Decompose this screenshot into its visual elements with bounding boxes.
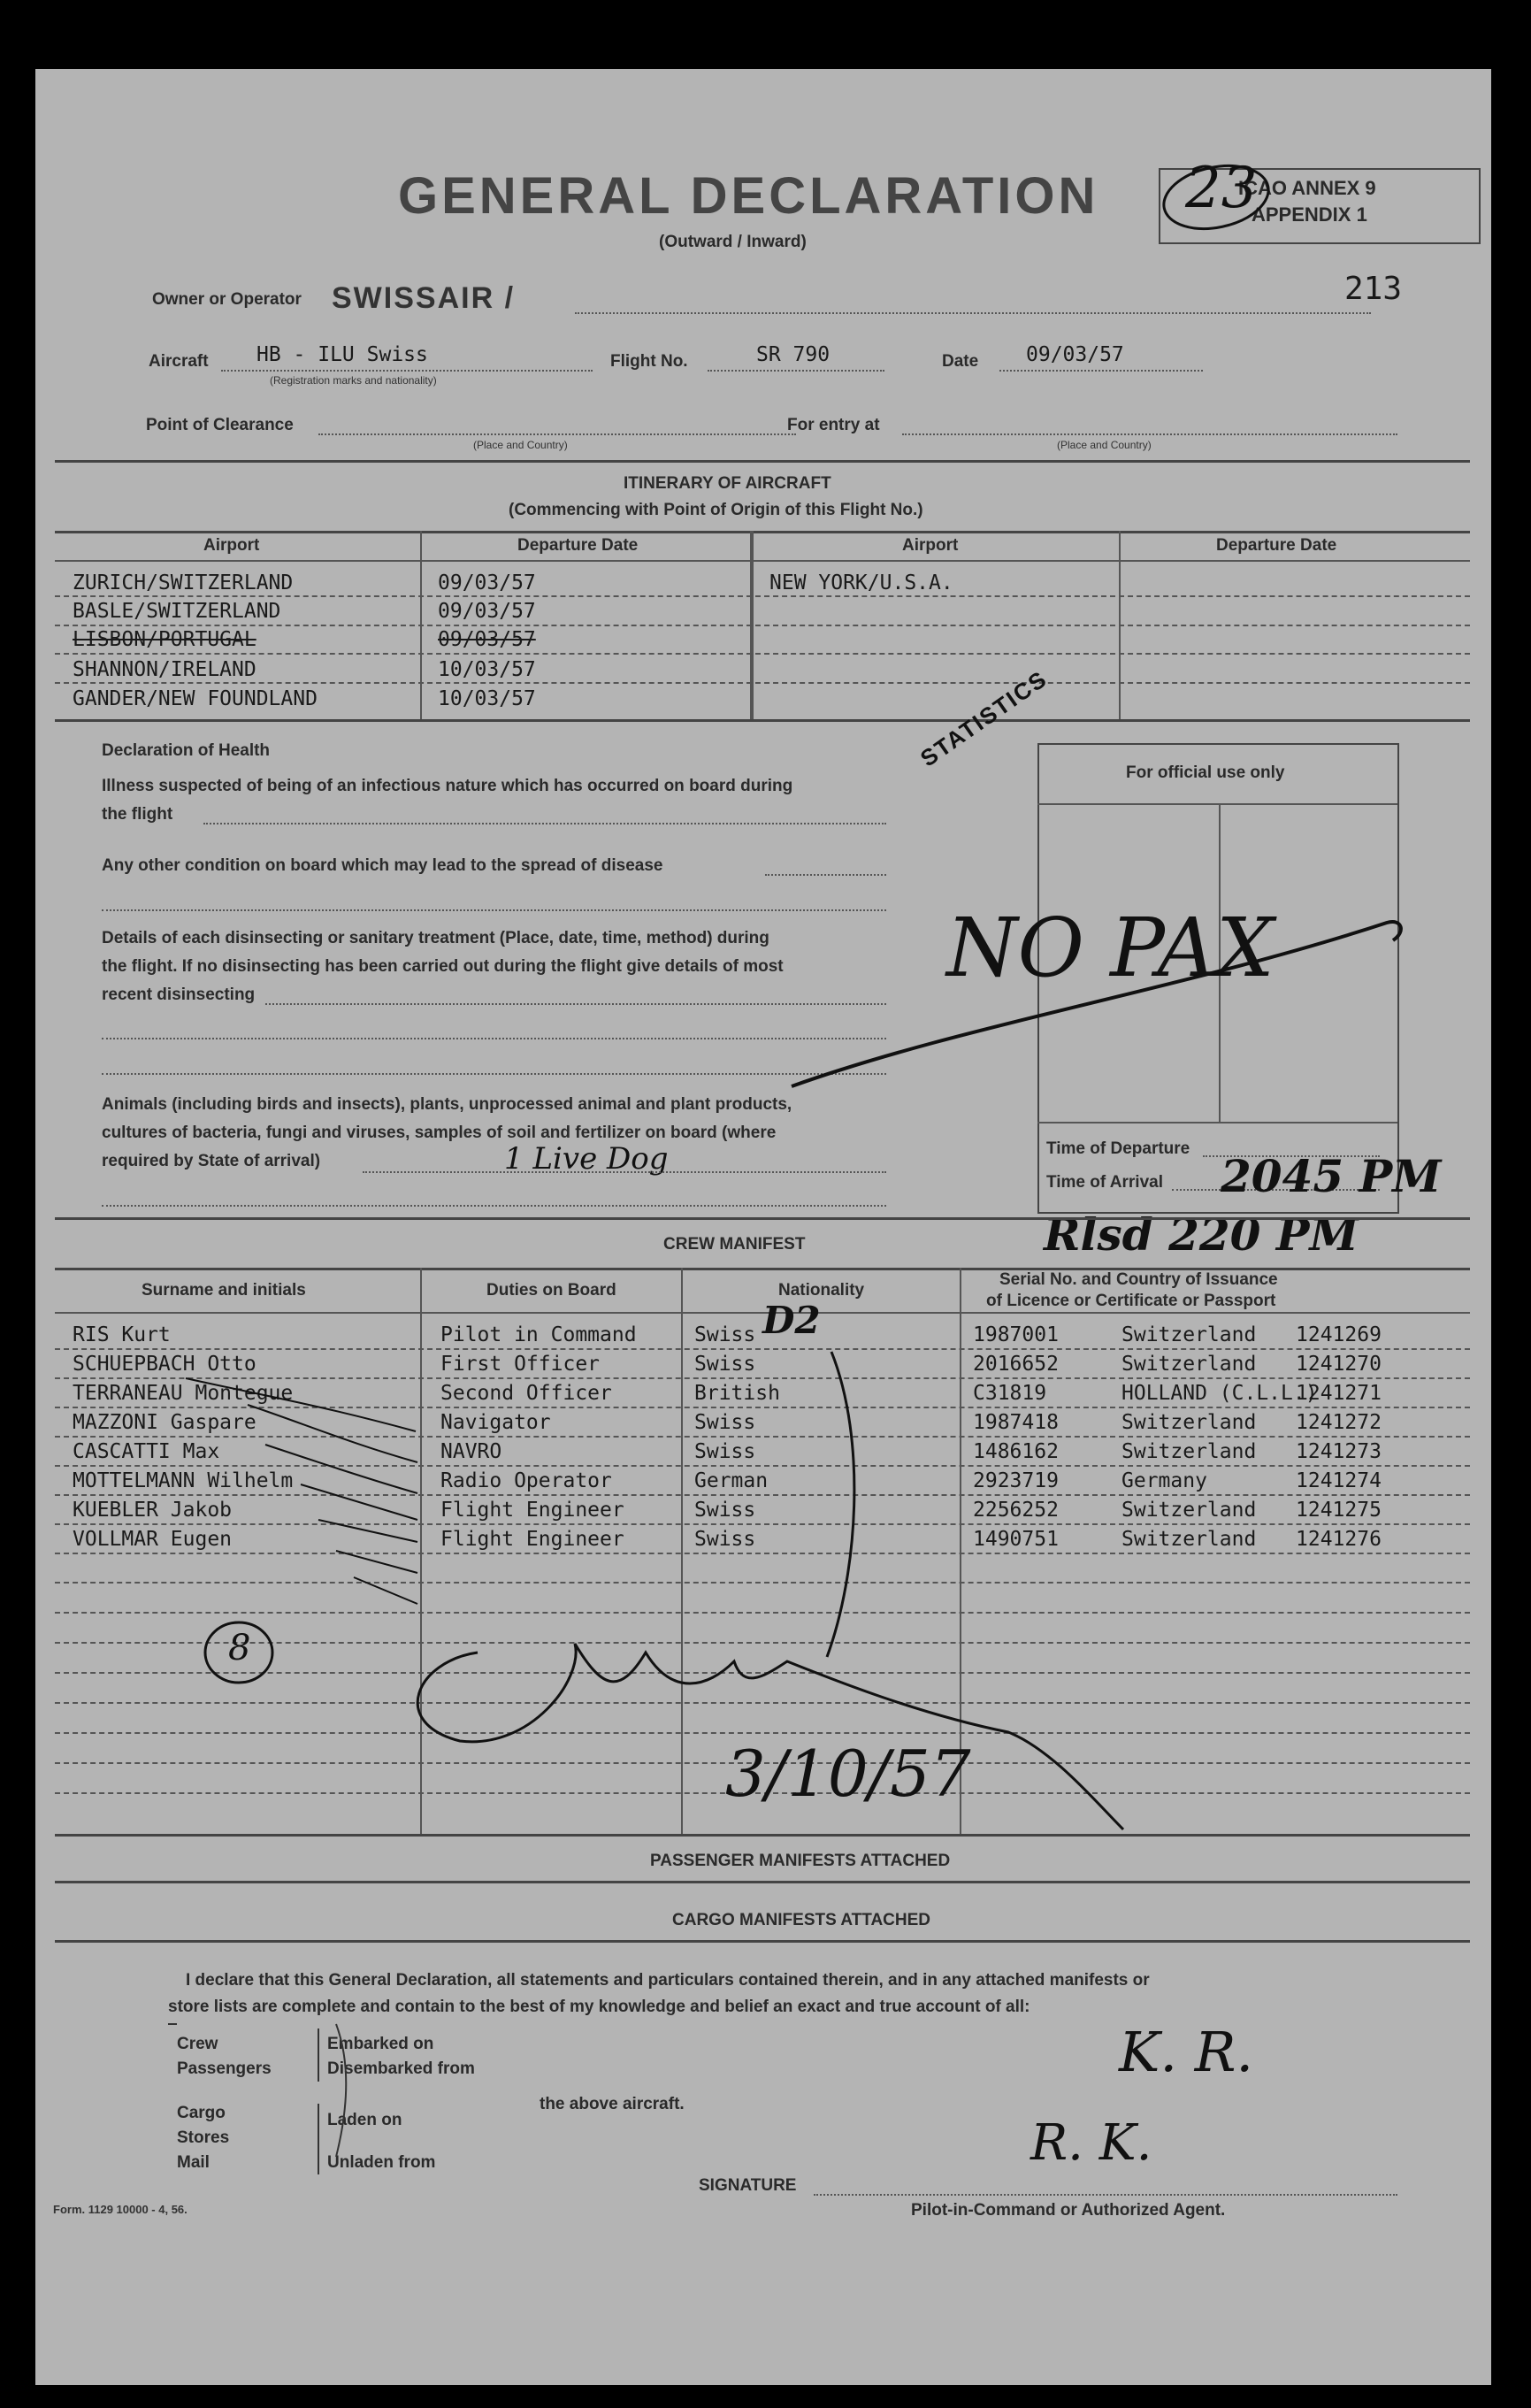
declaration-line: I declare that this General Declaration, all statements and particulars contained therein, and in any attached manifests or bbox=[186, 1971, 1150, 1990]
crew-cell-country: Switzerland bbox=[1121, 1499, 1257, 1522]
crew-cell-no: 1241276 bbox=[1296, 1528, 1382, 1551]
crew-cell-name: TERRANEAU Montegue bbox=[73, 1382, 294, 1405]
itinerary-subtitle: (Commencing with Point of Origin of this Flight No.) bbox=[509, 501, 923, 519]
crew-cell-serial: 1987001 bbox=[973, 1323, 1059, 1346]
declaration-line: store lists are complete and contain to the best of my knowledge and belief an exact and true account of all: bbox=[168, 1998, 1030, 2016]
flight-value: SR 790 bbox=[756, 343, 831, 366]
health-animals-line: cultures of bacteria, fungi and viruses, samples of soil and fertilizer on board (where bbox=[102, 1123, 777, 1142]
annex-label: ICAO ANNEX 9 bbox=[1238, 177, 1376, 199]
crew-cell-country: HOLLAND (C.L.L.) bbox=[1121, 1382, 1318, 1405]
crew-cell-nat: Swiss bbox=[694, 1499, 756, 1522]
crew-cell-name: MAZZONI Gaspare bbox=[73, 1411, 256, 1434]
signature-label: SIGNATURE bbox=[699, 2176, 797, 2195]
crew-cell-serial: C31819 bbox=[973, 1382, 1047, 1405]
crew-cell-country: Switzerland bbox=[1121, 1353, 1257, 1376]
no-pax-annotation: NO PAX bbox=[946, 901, 1275, 995]
crew-cell-serial: 2256252 bbox=[973, 1499, 1059, 1522]
crew-header: of Licence or Certificate or Passport bbox=[986, 1292, 1276, 1310]
arrival-time-label: Time of Arrival bbox=[1046, 1173, 1163, 1192]
crew-header: Nationality bbox=[778, 1281, 865, 1300]
crew-cell-nat: Swiss bbox=[694, 1411, 756, 1434]
crew-title: CREW MANIFEST bbox=[663, 1235, 806, 1254]
initials-bottom: R. K. bbox=[1030, 2114, 1152, 2172]
crew-cell-serial: 1987418 bbox=[973, 1411, 1059, 1434]
crew-cell-no: 1241272 bbox=[1296, 1411, 1382, 1434]
handwriting-strokes bbox=[35, 69, 1491, 2385]
crew-header: Surname and initials bbox=[142, 1281, 306, 1300]
cargo-manifest-label: CARGO MANIFESTS ATTACHED bbox=[672, 1911, 931, 1929]
group-item: Crew bbox=[177, 2035, 218, 2053]
serial-number: 213 bbox=[1344, 271, 1403, 307]
crew-cell-duty: Navigator bbox=[440, 1411, 551, 1434]
crew-cell-country: Switzerland bbox=[1121, 1411, 1257, 1434]
itinerary-date: 09/03/57 bbox=[438, 600, 536, 623]
document-subtitle: (Outward / Inward) bbox=[659, 233, 807, 251]
crew-cell-serial: 2016652 bbox=[973, 1353, 1059, 1376]
action-item: Laden on bbox=[327, 2111, 402, 2129]
aircraft-label: Aircraft bbox=[149, 352, 209, 371]
clearance-label: Point of Clearance bbox=[146, 416, 294, 434]
health-illness-line: the flight bbox=[102, 805, 173, 824]
arrival-time-value: 2045 PM bbox=[1221, 1150, 1442, 1202]
crew-cell-nat: Swiss bbox=[694, 1353, 756, 1376]
health-disinsecting-line: Details of each disinsecting or sanitary treatment (Place, date, time, method) during bbox=[102, 929, 769, 947]
crew-cell-name: SCHUEPBACH Otto bbox=[73, 1353, 256, 1376]
group-item: Stores bbox=[177, 2128, 230, 2147]
crew-cell-no: 1241271 bbox=[1296, 1382, 1382, 1405]
crew-cell-no: 1241275 bbox=[1296, 1499, 1382, 1522]
action-item: Unladen from bbox=[327, 2153, 436, 2172]
crew-cell-nat: Swiss bbox=[694, 1528, 756, 1551]
health-illness-line: Illness suspected of being of an infectious nature which has occurred on board during bbox=[102, 777, 793, 795]
document-sheet bbox=[35, 69, 1491, 2385]
itinerary-date: 10/03/57 bbox=[438, 658, 536, 681]
date-value: 09/03/57 bbox=[1026, 343, 1124, 366]
itinerary-header: Departure Date bbox=[517, 536, 639, 555]
itinerary-header: Airport bbox=[902, 536, 959, 555]
crew-cell-country: Switzerland bbox=[1121, 1528, 1257, 1551]
crew-cell-no: 1241269 bbox=[1296, 1323, 1382, 1346]
crew-cell-duty: NAVRO bbox=[440, 1440, 502, 1463]
itinerary-right-airport: NEW YORK/U.S.A. bbox=[769, 571, 953, 594]
passenger-manifest-label: PASSENGER MANIFESTS ATTACHED bbox=[650, 1852, 951, 1870]
itinerary-date: 09/03/57 bbox=[438, 628, 536, 651]
clearance-note: (Place and Country) bbox=[473, 439, 568, 451]
group-item: Cargo bbox=[177, 2104, 226, 2122]
declaration-brace bbox=[168, 2024, 346, 2157]
entry-note: (Place and Country) bbox=[1057, 439, 1152, 451]
crew-cell-nat: Swiss bbox=[694, 1440, 756, 1463]
crew-mark: D2 bbox=[762, 1299, 821, 1342]
itinerary-airport: LISBON/PORTUGAL bbox=[73, 628, 256, 651]
itinerary-airport: SHANNON/IRELAND bbox=[73, 658, 256, 681]
above-aircraft: the above aircraft. bbox=[540, 2095, 685, 2113]
appendix-label: APPENDIX 1 bbox=[1252, 203, 1367, 226]
health-disinsecting-line: recent disinsecting bbox=[102, 985, 256, 1004]
count-circle bbox=[205, 1622, 272, 1683]
health-animals-line: Animals (including birds and insects), plants, unprocessed animal and plant products, bbox=[102, 1095, 792, 1114]
official-title: For official use only bbox=[1126, 763, 1285, 782]
aircraft-value: HB - ILU Swiss bbox=[256, 343, 428, 366]
crew-cell-serial: 1486162 bbox=[973, 1440, 1059, 1463]
crew-cell-duty: Flight Engineer bbox=[440, 1499, 624, 1522]
date-label: Date bbox=[942, 352, 979, 371]
crew-cell-duty: First Officer bbox=[440, 1353, 601, 1376]
crew-header: Duties on Board bbox=[486, 1281, 616, 1300]
itinerary-date: 09/03/57 bbox=[438, 571, 536, 594]
operator-value: SWISSAIR / bbox=[332, 281, 516, 315]
crew-cell-nat: German bbox=[694, 1469, 769, 1492]
crew-cell-duty: Flight Engineer bbox=[440, 1528, 624, 1551]
crew-cell-serial: 2923719 bbox=[973, 1469, 1059, 1492]
crew-tick-marks bbox=[186, 1378, 417, 1604]
health-other: Any other condition on board which may lead to the spread of disease bbox=[102, 856, 663, 875]
crew-cell-name: VOLLMAR Eugen bbox=[73, 1528, 233, 1551]
group-item: Mail bbox=[177, 2153, 210, 2172]
stamp-number: 23 bbox=[1185, 156, 1258, 221]
initials-top: K. R. bbox=[1119, 2020, 1254, 2084]
itinerary-airport: GANDER/NEW FOUNDLAND bbox=[73, 687, 318, 710]
itinerary-header: Departure Date bbox=[1216, 536, 1337, 555]
crew-cell-nat: Swiss bbox=[694, 1323, 756, 1346]
animals-value: 1 Live Dog bbox=[504, 1141, 669, 1177]
aircraft-note: (Registration marks and nationality) bbox=[270, 374, 437, 387]
entry-label: For entry at bbox=[787, 416, 880, 434]
crew-cell-name: MOTTELMANN Wilhelm bbox=[73, 1469, 294, 1492]
itinerary-airport: ZURICH/SWITZERLAND bbox=[73, 571, 294, 594]
action-item: Disembarked from bbox=[327, 2059, 475, 2078]
document-title: GENERAL DECLARATION bbox=[398, 167, 1099, 225]
signature-stroke bbox=[417, 1644, 1123, 1829]
form-number: Form. 1129 10000 - 4, 56. bbox=[53, 2203, 188, 2216]
crew-cell-duty: Second Officer bbox=[440, 1382, 612, 1405]
health-title: Declaration of Health bbox=[102, 741, 271, 760]
action-item: Embarked on bbox=[327, 2035, 434, 2053]
crew-cell-serial: 1490751 bbox=[973, 1528, 1059, 1551]
crew-cell-duty: Radio Operator bbox=[440, 1469, 612, 1492]
operator-label: Owner or Operator bbox=[152, 290, 302, 309]
crew-cell-name: KUEBLER Jakob bbox=[73, 1499, 233, 1522]
stamp-circle bbox=[1158, 157, 1275, 237]
signer-label: Pilot-in-Command or Authorized Agent. bbox=[911, 2201, 1226, 2220]
statistics-stamp: STATISTICS bbox=[915, 664, 1053, 772]
crew-cell-name: RIS Kurt bbox=[73, 1323, 171, 1346]
crew-cell-duty: Pilot in Command bbox=[440, 1323, 637, 1346]
bracket-stroke bbox=[827, 1352, 854, 1657]
crew-cell-nat: British bbox=[694, 1382, 780, 1405]
crew-header: Serial No. and Country of Issuance bbox=[999, 1270, 1278, 1289]
crew-cell-country: Switzerland bbox=[1121, 1440, 1257, 1463]
health-animals-line: required by State of arrival) bbox=[102, 1152, 321, 1170]
crew-cell-country: Germany bbox=[1121, 1469, 1207, 1492]
crew-cell-no: 1241270 bbox=[1296, 1353, 1382, 1376]
flight-label: Flight No. bbox=[610, 352, 688, 371]
health-disinsecting-line: the flight. If no disinsecting has been carried out during the flight give details of most bbox=[102, 957, 784, 976]
crew-cell-no: 1241274 bbox=[1296, 1469, 1382, 1492]
group-item: Passengers bbox=[177, 2059, 272, 2078]
itinerary-header: Airport bbox=[203, 536, 260, 555]
crew-count: 8 bbox=[228, 1628, 251, 1668]
released-annotation: Rlsd 220 PM bbox=[1044, 1208, 1359, 1261]
itinerary-title: ITINERARY OF AIRCRAFT bbox=[624, 474, 831, 493]
sign-date: 3/10/57 bbox=[725, 1737, 971, 1811]
annotation-stroke bbox=[792, 922, 1401, 1086]
crew-cell-no: 1241273 bbox=[1296, 1440, 1382, 1463]
crew-cell-name: CASCATTI Max bbox=[73, 1440, 220, 1463]
departure-time-label: Time of Departure bbox=[1046, 1139, 1190, 1158]
itinerary-airport: BASLE/SWITZERLAND bbox=[73, 600, 281, 623]
crew-cell-country: Switzerland bbox=[1121, 1323, 1257, 1346]
itinerary-date: 10/03/57 bbox=[438, 687, 536, 710]
